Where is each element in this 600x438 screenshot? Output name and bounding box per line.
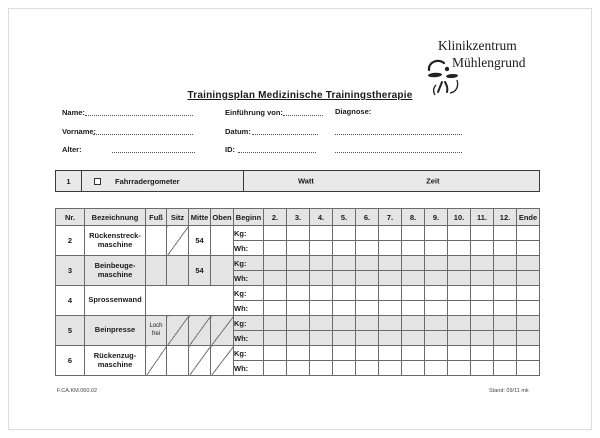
session-cell [471, 256, 494, 271]
session-cell [356, 241, 379, 256]
session-cell [425, 316, 448, 331]
col-header-beginn: Beginn [234, 209, 264, 226]
sitz-cell [167, 256, 189, 286]
session-cell [287, 271, 310, 286]
name-row [62, 107, 193, 117]
session-cell [425, 361, 448, 376]
ergometer-watt-zeit-cell [244, 171, 539, 191]
session-cell [425, 271, 448, 286]
training-table [55, 208, 540, 376]
session-cell [494, 286, 517, 301]
kg-label-cell: Kg: [234, 286, 264, 301]
session-cell [425, 346, 448, 361]
sitz-cell-crossed [167, 226, 189, 256]
fuss-cell [146, 226, 167, 256]
col-header-11: 11. [471, 209, 494, 226]
session-cell [356, 271, 379, 286]
session-cell [517, 331, 540, 346]
session-cell [379, 286, 402, 301]
session-cell [494, 271, 517, 286]
session-cell [264, 226, 287, 241]
machine-name [85, 226, 146, 256]
session-cell [448, 271, 471, 286]
machine-name-line1: Beinbeuge- [94, 260, 136, 270]
session-cell [379, 301, 402, 316]
session-cell [379, 316, 402, 331]
machine-name [85, 286, 146, 316]
watt-label: Watt [297, 176, 314, 186]
session-cell [425, 286, 448, 301]
einfuehrung-label: Einführung von: [225, 108, 283, 117]
zeit-label: Zeit [426, 176, 440, 186]
session-cell [494, 301, 517, 316]
machine-name-line2: maschine [97, 269, 133, 279]
session-cell [471, 346, 494, 361]
fuss-cell [146, 256, 167, 286]
fuss-cell-crossed [146, 346, 167, 376]
col-header-2: 2. [264, 209, 287, 226]
col-header-8: 8. [402, 209, 425, 226]
session-cell [264, 331, 287, 346]
datum-row [225, 126, 318, 136]
wh-label-cell: Wh: [234, 361, 264, 376]
session-cell [494, 346, 517, 361]
session-cell [471, 286, 494, 301]
session-cell [287, 256, 310, 271]
session-cell [264, 286, 287, 301]
session-cell [448, 346, 471, 361]
session-cell [264, 271, 287, 286]
revision-stamp: Stand: 09/11 mk [489, 388, 529, 394]
diagnose-label: Diagnose: [335, 107, 372, 116]
session-cell [402, 226, 425, 241]
kg-label-cell: Kg: [234, 226, 264, 241]
mitte-cell: 54 [189, 226, 211, 256]
session-cell [310, 301, 333, 316]
session-cell [356, 316, 379, 331]
session-cell [287, 361, 310, 376]
session-cell [333, 331, 356, 346]
session-cell [402, 316, 425, 331]
machine-nr: 6 [56, 346, 85, 376]
machine-nr: 4 [56, 286, 85, 316]
machine-name-line1: Rückenstreck- [89, 230, 141, 240]
col-header-5: 5. [333, 209, 356, 226]
machine-name-line1: Rückenzug- [93, 350, 137, 360]
session-cell [402, 256, 425, 271]
session-cell [333, 241, 356, 256]
machine-name [85, 316, 146, 346]
session-cell [517, 346, 540, 361]
id-fill-line [238, 144, 316, 153]
session-cell [494, 256, 517, 271]
diagnose-fill-line-1 [335, 134, 462, 135]
machine-row-kg [56, 286, 540, 301]
session-cell [448, 286, 471, 301]
form-title: Trainingsplan Medizinische Trainingstherapie [187, 90, 413, 101]
einfuehrung-fill-line [283, 107, 323, 116]
session-cell [471, 331, 494, 346]
session-cell [517, 316, 540, 331]
session-cell [379, 256, 402, 271]
session-cell [448, 226, 471, 241]
session-cell [310, 226, 333, 241]
session-cell [471, 271, 494, 286]
machine-row-kg [56, 256, 540, 271]
session-cell [448, 256, 471, 271]
session-cell [471, 361, 494, 376]
machine-row-kg [56, 346, 540, 361]
session-cell [425, 226, 448, 241]
session-cell [425, 256, 448, 271]
session-cell [333, 286, 356, 301]
session-cell [287, 241, 310, 256]
col-header-mitte: Mitte [189, 209, 211, 226]
session-cell [402, 361, 425, 376]
name-label: Name: [62, 108, 85, 117]
session-cell [310, 361, 333, 376]
session-cell [517, 256, 540, 271]
session-cell [517, 271, 540, 286]
ergometer-label: Fahrradergometer [115, 176, 180, 186]
alter-label: Alter: [62, 145, 82, 154]
session-cell [494, 316, 517, 331]
session-cell [517, 286, 540, 301]
session-cell [471, 241, 494, 256]
oben-cell [211, 256, 234, 286]
col-header-10: 10. [448, 209, 471, 226]
alter-row [62, 144, 195, 154]
col-header-6: 6. [356, 209, 379, 226]
session-cell [448, 361, 471, 376]
session-cell [402, 331, 425, 346]
col-header-oben: Oben [211, 209, 234, 226]
form-title-row [0, 85, 600, 103]
session-cell [333, 346, 356, 361]
col-header-9: 9. [425, 209, 448, 226]
session-cell [333, 256, 356, 271]
session-cell [402, 271, 425, 286]
col-header-ende: Ende [517, 209, 540, 226]
ergometer-label-cell [82, 171, 244, 191]
col-header-12: 12. [494, 209, 517, 226]
machine-name-line1: Beinpresse [94, 325, 136, 335]
document-code: F.CA.KM.060.02 [57, 388, 98, 394]
kg-label-cell: Kg: [234, 346, 264, 361]
wh-label-cell: Wh: [234, 301, 264, 316]
session-cell [310, 256, 333, 271]
session-cell [517, 241, 540, 256]
session-cell [333, 271, 356, 286]
session-cell [333, 226, 356, 241]
session-cell [264, 256, 287, 271]
session-cell [517, 226, 540, 241]
einfuehrung-row [225, 107, 323, 117]
session-cell [494, 241, 517, 256]
mitte-cell-crossed [189, 316, 211, 346]
ergometer-checkbox [94, 178, 101, 185]
session-cell [333, 301, 356, 316]
machine-nr: 5 [56, 316, 85, 346]
session-cell [310, 286, 333, 301]
ergometer-row [55, 170, 540, 192]
fuss-cell: Loch frei [146, 316, 167, 346]
vorname-row [62, 126, 193, 136]
col-header-sitz: Sitz [167, 209, 189, 226]
id-row [225, 144, 316, 154]
alter-fill-line [112, 144, 195, 153]
session-cell [356, 361, 379, 376]
session-cell [425, 331, 448, 346]
session-cell [356, 301, 379, 316]
session-cell [264, 316, 287, 331]
datum-fill-line [252, 126, 318, 135]
session-cell [287, 316, 310, 331]
machine-row-kg [56, 316, 540, 331]
session-cell [494, 226, 517, 241]
session-cell [448, 241, 471, 256]
oben-cell [211, 226, 234, 256]
session-cell [264, 361, 287, 376]
datum-label: Datum: [225, 127, 251, 136]
kg-label-cell: Kg: [234, 316, 264, 331]
session-cell [471, 301, 494, 316]
session-cell [287, 226, 310, 241]
session-cell [264, 301, 287, 316]
machine-name-line2: maschine [97, 239, 133, 249]
session-cell [425, 301, 448, 316]
clinic-logo-line1: Klinikzentrum [438, 38, 517, 53]
session-cell [402, 346, 425, 361]
session-cell [402, 286, 425, 301]
wh-label-cell: Wh: [234, 271, 264, 286]
session-cell [471, 316, 494, 331]
session-cell [333, 361, 356, 376]
session-cell [517, 301, 540, 316]
session-cell [356, 331, 379, 346]
session-cell [379, 271, 402, 286]
session-cell [287, 286, 310, 301]
vorname-fill-line [93, 126, 193, 135]
session-cell [448, 301, 471, 316]
session-cell [402, 241, 425, 256]
machine-nr: 2 [56, 226, 85, 256]
session-cell [310, 241, 333, 256]
session-cell [379, 346, 402, 361]
col-header-fuss: Fuß [146, 209, 167, 226]
session-cell [517, 361, 540, 376]
sitz-cell [167, 346, 189, 376]
machine-nr: 3 [56, 256, 85, 286]
session-cell [448, 331, 471, 346]
session-cell [310, 316, 333, 331]
session-cell [379, 241, 402, 256]
session-cell [264, 346, 287, 361]
mitte-cell-crossed [189, 346, 211, 376]
ergometer-nr: 1 [56, 171, 82, 191]
session-cell [379, 226, 402, 241]
machine-name [85, 256, 146, 286]
machine-name-line2: maschine [97, 359, 133, 369]
session-cell [356, 346, 379, 361]
clinic-logo-line2: Mühlengrund [452, 55, 526, 70]
name-fill-line [85, 107, 193, 116]
session-cell [356, 286, 379, 301]
col-header-4: 4. [310, 209, 333, 226]
settings-merged-cell [146, 286, 234, 316]
session-cell [287, 331, 310, 346]
diagnose-row [335, 107, 371, 116]
session-cell [494, 331, 517, 346]
session-cell [356, 256, 379, 271]
wh-label-cell: Wh: [234, 331, 264, 346]
session-cell [425, 241, 448, 256]
col-header-3: 3. [287, 209, 310, 226]
kg-label-cell: Kg: [234, 256, 264, 271]
session-cell [333, 316, 356, 331]
session-cell [356, 226, 379, 241]
session-cell [471, 226, 494, 241]
session-cell [287, 301, 310, 316]
sitz-cell-crossed [167, 316, 189, 346]
oben-cell-crossed [211, 346, 234, 376]
col-header-nr: Nr. [56, 209, 85, 226]
session-cell [310, 346, 333, 361]
wh-label-cell: Wh: [234, 241, 264, 256]
session-cell [310, 331, 333, 346]
session-cell [264, 241, 287, 256]
session-cell [287, 346, 310, 361]
col-header-bezeichnung: Bezeichnung [85, 209, 146, 226]
mitte-cell: 54 [189, 256, 211, 286]
session-cell [379, 331, 402, 346]
diagnose-fill-line-2 [335, 152, 462, 153]
table-header-row [56, 209, 540, 226]
session-cell [379, 361, 402, 376]
oben-cell-crossed [211, 316, 234, 346]
vorname-label: Vorname: [62, 127, 97, 136]
session-cell [402, 301, 425, 316]
id-label: ID: [225, 145, 235, 154]
col-header-7: 7. [379, 209, 402, 226]
session-cell [448, 316, 471, 331]
session-cell [494, 361, 517, 376]
session-cell [310, 271, 333, 286]
machine-row-kg [56, 226, 540, 241]
machine-name [85, 346, 146, 376]
machine-name-line1: Sprossenwand [88, 295, 142, 305]
